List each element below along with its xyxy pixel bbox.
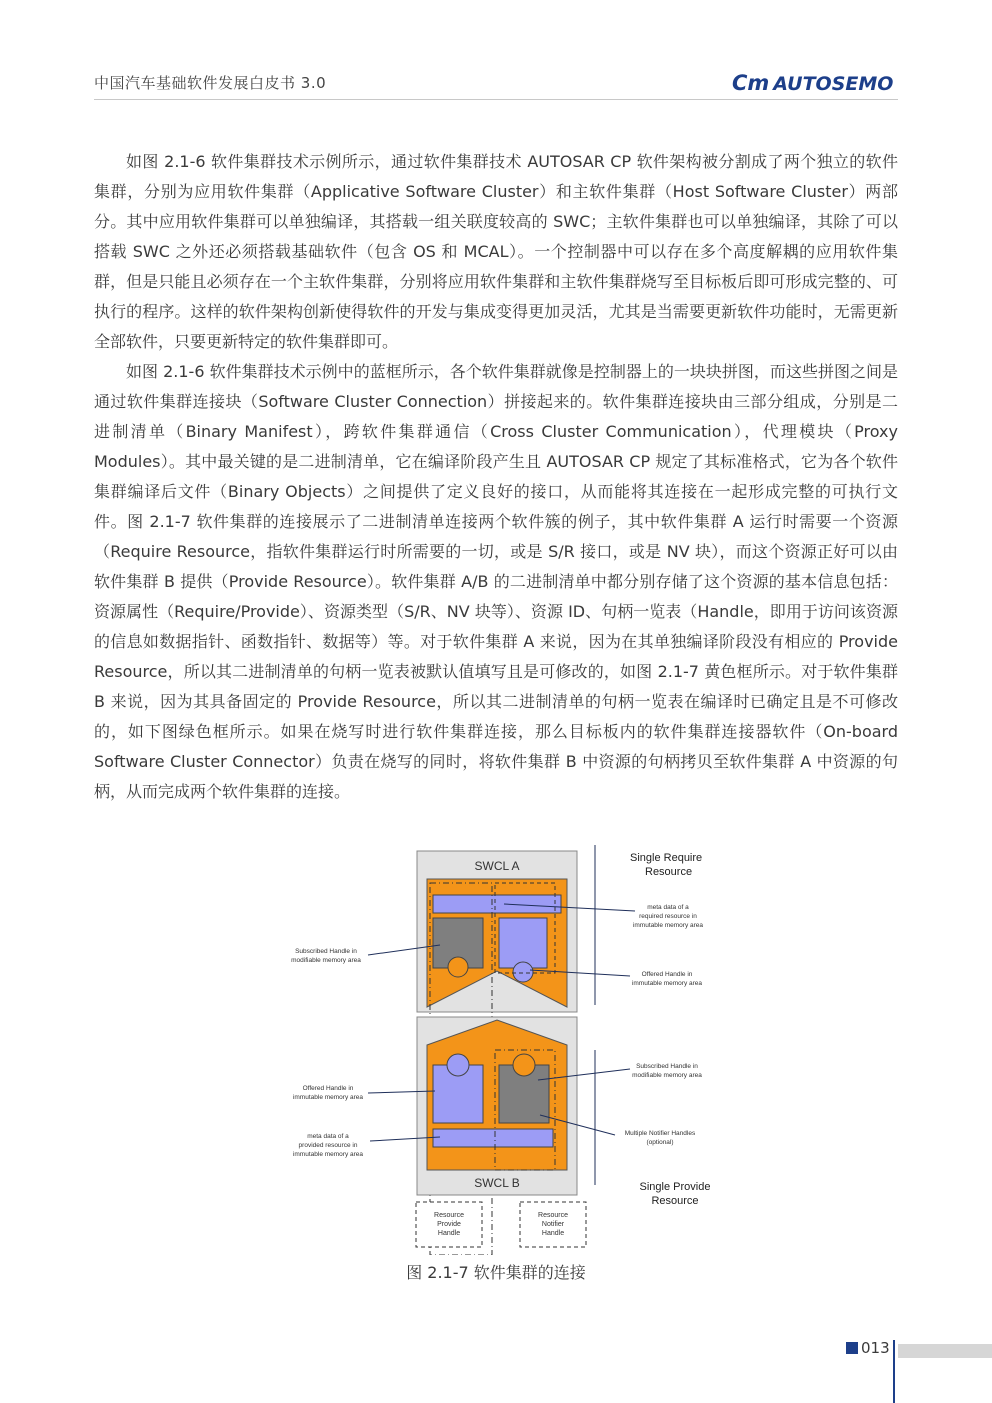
single-provide-l2: Resource [651,1195,699,1207]
subscribed-handle-left-l2: modifiable memory area [291,957,361,964]
resource-notifier-l1: Resource [538,1212,568,1219]
meta-required-l1: meta data of a [647,904,689,911]
puzzle-notch-b [513,1054,535,1076]
swcl-a-label: SWCL A [474,859,520,873]
header-divider [94,99,898,100]
multiple-notifier-l2: (optional) [646,1139,674,1146]
subscribed-handle-left-l1: Subscribed Handle in [295,948,357,955]
single-provide-l1: Single Provide [639,1181,711,1193]
offered-handle-b-l2: immutable memory area [292,1094,364,1101]
cluster-diagram [270,845,730,1255]
logo-wordmark: AUTOSEMO [773,73,894,95]
meta-provided-bar [433,1129,553,1147]
multiple-notifier-l1: Multiple Notifier Handles [624,1130,696,1137]
meta-provided-l3: immutable memory area [292,1151,364,1158]
page-number: 013 [861,1339,890,1357]
page-marker-square [846,1342,858,1354]
puzzle-knob-b [447,1054,469,1076]
meta-provided-l2: provided resource in [298,1142,358,1149]
resource-provide-l1: Resource [434,1212,464,1219]
subscribed-handle-right-l1: Subscribed Handle in [636,1063,698,1070]
page-header [0,0,992,100]
meta-required-bar [433,895,561,913]
offered-handle-b-l1: Offered Handle in [302,1085,354,1092]
single-require-l1: Single Require [630,852,703,864]
offered-handle-a-l2: immutable memory area [631,980,703,987]
single-require-l2: Resource [645,866,693,878]
document-title: 中国汽车基础软件发展白皮书 3.0 [94,74,327,92]
paragraph-1: 如图 2.1-6 软件集群技术示例所示，通过软件集群技术 AUTOSAR CP 软件架构被分割成了两个独立的软件集群，分别为应用软件集群（Applicative Software Cluster）和主软件集群（Host Software Cluster）两部分。其中应用软件集群可以单独编译，其搭载一组关联度较高的 SWC；主软件集群也可以单独编译，其除了可以搭载 SWC 之外还必须搭载基础软件（包含 OS 和 MCAL）。一个控制器中可以存在多个高度解耦的应用软件集群，但是只能且必须存在一个主软件集群，分别将应用软件集群和主软件集群烧写至目标板后即可形成完整的、可执行的程序。这样的软件架构创新使得软件的开发与集成变得更加灵活，尤其是当需要更新软件功能时，无需更新全部软件，只要更新特定的软件集群即可。 [94,152,898,351]
meta-required-l3: immutable memory area [632,922,704,929]
resource-provide-l2: Provide [437,1221,461,1228]
puzzle-knob-a [513,962,533,982]
resource-provide-l3: Handle [437,1230,461,1237]
logo-cm-mark: Cm [732,71,770,95]
figure-caption: 图 2.1-7 软件集群的连接 [406,1263,586,1282]
body-text [94,147,898,807]
footer-vertical-rule [893,1340,895,1403]
software-cluster-connection-figure [270,845,730,1255]
offered-handle-puzzle-a [499,918,547,968]
paragraph-2: 如图 2.1-6 软件集群技术示例中的蓝框所示，各个软件集群就像是控制器上的一块块拼图，而这些拼图之间是通过软件集群连接块（Software Cluster Connection）拼接起来的。软件集群连接块由三部分组成，分别是二进制清单（Binary Manifest），跨软件集群通信（Cross Cluster Communication），代理模块（Proxy Modules）。其中最关键的是二进制清单，它在编译阶段产生且 AUTOSAR CP 规定了其标准格式，它为各个软件集群编译后文件（Binary Objects）之间提供了定义良好的接口，从而能将其连接在一起形成完整的可执行文件。图 2.1-7 软件集群的连接展示了二进制清单连接两个软件簇的例子，其中软件集群 A 运行时需要一个资源（Require Resource，指软件集群运行时所需要的一切，或是 S/R 接口，或是 NV 块），而这个资源正好可以由软件集群 B 提供（Provide Resource）。软件集群 A/B 的二进制清单中都分别存储了这个资源的基本信息包括：资源属性（Require/Provide）、资源类型（S/R、NV 块等）、资源 ID、句柄一览表（Handle，即用于访问该资源的信息如数据指针、函数指针、数据等）等。对于软件集群 A 来说，因为在其单独编译阶段没有相应的 Provide Resource，所以其二进制清单的句柄一览表被默认值填写且是可修改的，如图 2.1-7 黄色框所示。对于软件集群 B 来说，因为其具备固定的 Provide Resource，所以其二进制清单的句柄一览表在编译时已确定且是不可修改的，如下图绿色框所示。如果在烧写时进行软件集群连接，那么目标板内的软件集群连接器软件（On-board Software Cluster Connector）负责在烧写的同时，将软件集群 B 中资源的句柄拷贝至软件集群 A 中资源的句柄，从而完成两个软件集群的连接。 [94,362,898,801]
swcl-b-label: SWCL B [474,1176,520,1190]
autosemo-logo [732,71,893,95]
subscribed-handle-right-l2: modifiable memory area [632,1072,702,1079]
offered-handle-a-l1: Offered Handle in [641,971,693,978]
puzzle-notch-a [448,957,468,977]
resource-notifier-l3: Handle [541,1230,565,1237]
meta-required-l2: required resource in [639,913,697,920]
footer-gray-bar [898,1344,992,1358]
meta-provided-l1: meta data of a [307,1133,349,1140]
resource-notifier-l2: Notifier [541,1221,565,1228]
